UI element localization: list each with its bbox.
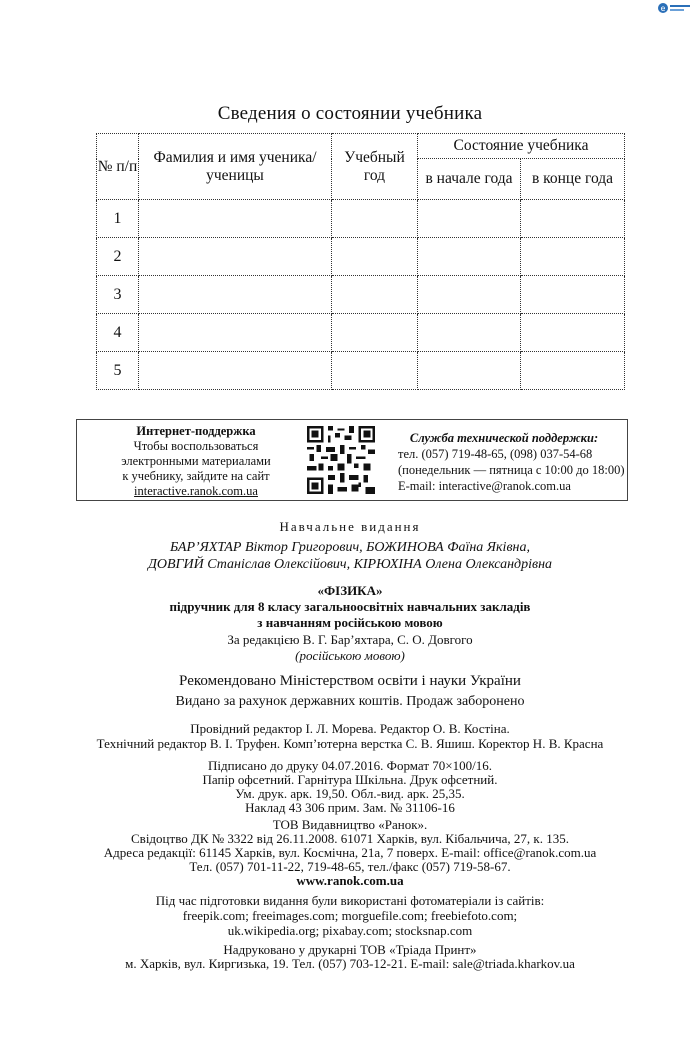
photo-credits-1: Під час підготовки видання були використані фотоматеріали із сайтів:	[155, 893, 545, 908]
cell-start[interactable]	[418, 238, 521, 276]
book-title: «ФІЗИКА»	[317, 583, 383, 598]
row-number: 4	[97, 314, 139, 352]
cell-end[interactable]	[521, 276, 625, 314]
book-subtitle-1: підручник для 8 класу загальноосвітніх навчальних закладів	[169, 599, 531, 614]
table-row	[97, 238, 625, 276]
book-editors: За редакцією В. Г. Бар’яхтара, С. О. Довгого	[227, 632, 473, 647]
qr-code-icon	[307, 426, 375, 494]
header-student-name: Фамилия и имя ученика/ученицы	[139, 134, 332, 200]
cell-name[interactable]	[139, 352, 332, 390]
cell-start[interactable]	[418, 276, 521, 314]
row-number: 2	[97, 238, 139, 276]
page-title: Сведения о состоянии учебника	[217, 103, 483, 124]
print-line-3: Ум. друк. арк. 19,50. Обл.-вид. арк. 25,35.	[235, 786, 465, 801]
table-row	[97, 352, 625, 390]
row-number: 5	[97, 352, 139, 390]
logo-letter: e	[660, 4, 666, 13]
printer-line-2: м. Харків, вул. Киргизька, 19. Тел. (057) 703-12-21. E-mail: sale@triada.kharkov.ua	[125, 956, 575, 971]
cell-name[interactable]	[139, 238, 332, 276]
internet-support-heading: Интернет-поддержка	[136, 424, 256, 438]
print-line-4: Наклад 43 306 прим. Зам. № 31106-16	[245, 800, 455, 815]
interactive-site-link[interactable]: interactive.ranok.com.ua	[134, 484, 258, 498]
internet-support-line: к учебнику, зайдите на сайт	[122, 469, 270, 483]
staff-line-1: Провідний редактор І. Л. Морева. Редактор О. В. Костіна.	[190, 721, 510, 736]
table-row	[97, 314, 625, 352]
internet-support-line: электронными материалами	[121, 454, 271, 468]
cell-name[interactable]	[139, 314, 332, 352]
publisher-website[interactable]: www.ranok.com.ua	[296, 873, 404, 888]
cell-year[interactable]	[332, 238, 418, 276]
cell-year[interactable]	[332, 314, 418, 352]
header-state-end: в конце года	[521, 159, 625, 200]
header-state-start: в начале года	[418, 159, 521, 200]
funded-line: Видано за рахунок державних коштів. Продаж заборонено	[175, 694, 525, 709]
authors-line-1: БАР’ЯХТАР Віктор Григорович, БОЖИНОВА Фаїна Яківна,	[170, 540, 530, 555]
row-number: 3	[97, 276, 139, 314]
header-school-year: Учебный год	[332, 134, 418, 200]
internet-support-line: Чтобы воспользоваться	[133, 439, 259, 453]
row-number: 1	[97, 200, 139, 238]
cell-start[interactable]	[418, 200, 521, 238]
tech-support-heading: Служба технической поддержки:	[409, 431, 599, 445]
tech-support-email[interactable]: E-mail: interactive@ranok.com.ua	[398, 479, 571, 493]
recommended-line: Рекомендовано Міністерством освіти і науки України	[179, 673, 521, 689]
cell-name[interactable]	[139, 200, 332, 238]
table-row	[97, 276, 625, 314]
cell-start[interactable]	[418, 352, 521, 390]
publisher-line-4: Тел. (057) 701-11-22, 719-48-65, тел./факс (057) 719-58-67.	[189, 859, 511, 874]
publisher-logo-icon	[658, 2, 692, 14]
cell-end[interactable]	[521, 200, 625, 238]
cell-year[interactable]	[332, 276, 418, 314]
cell-end[interactable]	[521, 314, 625, 352]
photo-credits-3: uk.wikipedia.org; pixabay.com; stocksnap.com	[227, 923, 473, 938]
book-subtitle-2: з навчанням російською мовою	[257, 615, 443, 630]
internet-support	[96, 424, 296, 499]
cell-end[interactable]	[521, 238, 625, 276]
cell-start[interactable]	[418, 314, 521, 352]
printer-line-1: Надруковано у друкарні ТОВ «Тріада Принт»	[223, 942, 477, 957]
edition-type: Навчальне видання	[279, 519, 421, 534]
photo-credits-2: freepik.com; freeimages.com; morguefile.com; freebiefoto.com;	[182, 908, 518, 923]
header-number: № п/п	[97, 134, 139, 200]
tech-support-phones: тел. (057) 719-48-65, (098) 037-54-68	[398, 447, 593, 461]
authors-line-2: ДОВГИЙ Станіслав Олексійович, КІРЮХІНА Олена Олександрівна	[147, 557, 553, 572]
print-line-2: Папір офсетний. Гарнітура Шкільна. Друк офсетний.	[202, 772, 498, 787]
cell-end[interactable]	[521, 352, 625, 390]
header-book-state: Состояние учебника	[418, 134, 625, 159]
staff-line-2: Технічний редактор В. І. Труфен. Комп’ютерна верстка С. В. Яшиш. Коректор Н. В. Красна	[96, 736, 604, 751]
cell-year[interactable]	[332, 200, 418, 238]
cell-name[interactable]	[139, 276, 332, 314]
tech-support	[398, 430, 628, 494]
print-line-1: Підписано до друку 04.07.2016. Формат 70×100/16.	[208, 758, 492, 773]
publisher-line-1: ТОВ Видавництво «Ранок».	[272, 817, 428, 832]
publisher-line-3: Адреса редакції: 61145 Харків, вул. Космічна, 21а, 7 поверх. E-mail: office@ranok.com.ua	[103, 845, 597, 860]
table-row	[97, 200, 625, 238]
publisher-line-2: Свідоцтво ДК № 3322 від 26.11.2008. 61071 Харків, вул. Кібальчича, 27, к. 135.	[131, 831, 569, 846]
book-language: (російською мовою)	[295, 648, 405, 663]
textbook-condition-table	[96, 133, 625, 390]
tech-support-hours: (понедельник — пятница с 10:00 до 18:00)	[398, 463, 625, 477]
cell-year[interactable]	[332, 352, 418, 390]
